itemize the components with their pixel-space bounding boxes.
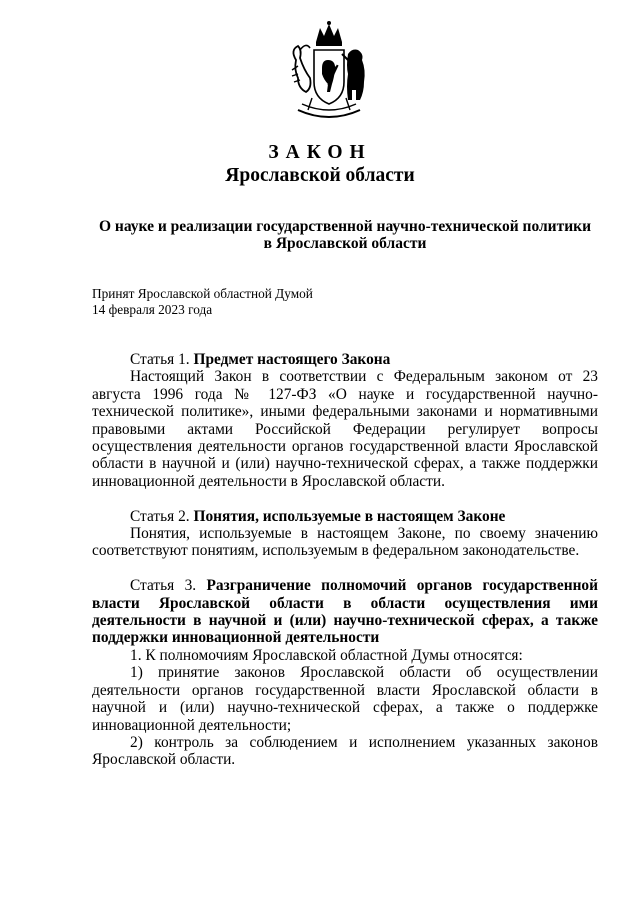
law-subject-line: в Ярославской области [263,235,427,252]
article-title: Понятия, используемые в настоящем Законе [193,507,506,525]
article-label: Статья 1. [130,351,190,368]
document-region: Ярославской области [225,165,415,186]
law-subject [92,218,598,252]
article-heading [92,351,598,368]
article-heading [92,577,598,647]
article-title: Предмет настоящего Закона [193,351,391,368]
adoption-date: 14 февраля 2023 года [92,302,213,317]
article-paragraph: 1) принятие законов Ярославской области об осуществлении деятельности органов государственной власти Ярославской области в научной и (или) научно-технической сферах, а также о поддержке инновационной деятельности; [92,664,598,734]
law-subject-line: О науке и реализации государственной научно-технической политики [98,218,592,235]
article-label: Статья 2. [130,507,190,525]
article-paragraph: Понятия, используемые в настоящем Законе, по своему значению соответствуют понятиям, используемым в федеральном законодательстве. [92,525,598,560]
adoption-note [92,286,313,318]
document-title: ЗАКОН [268,142,372,163]
article-title: Разграничение полномочий органов государственной власти Ярославской области в области осуществления ими деятельности в научной и (или) научно-технической сферах, а также поддержки инновационной деятельности [92,577,598,647]
article-paragraph: 1. К полномочиям Ярославской областной Думы относятся: [130,646,523,664]
article-heading [92,508,598,525]
article-label: Статья 3. [130,577,197,595]
article-paragraph: 2) контроль за соблюдением и исполнением указанных законов Ярославской области. [92,733,598,769]
coat-of-arms-icon [288,20,370,128]
article-paragraph: Настоящий Закон в соответствии с Федеральным законом от 23 августа 1996 года № 127-ФЗ «О науке и государственной научно-технической политике», иными федеральными законами и нормативными правовыми актами Российской Федерации регулирует вопросы осуществления деятельности органов государственной власти Ярославской области в научной и (или) научно-технической сферах, а также поддержки инновационной деятельности в Ярославской области. [92,368,598,490]
law-body [92,351,598,769]
adoption-body: Принят Ярославской областной Думой [92,286,313,301]
